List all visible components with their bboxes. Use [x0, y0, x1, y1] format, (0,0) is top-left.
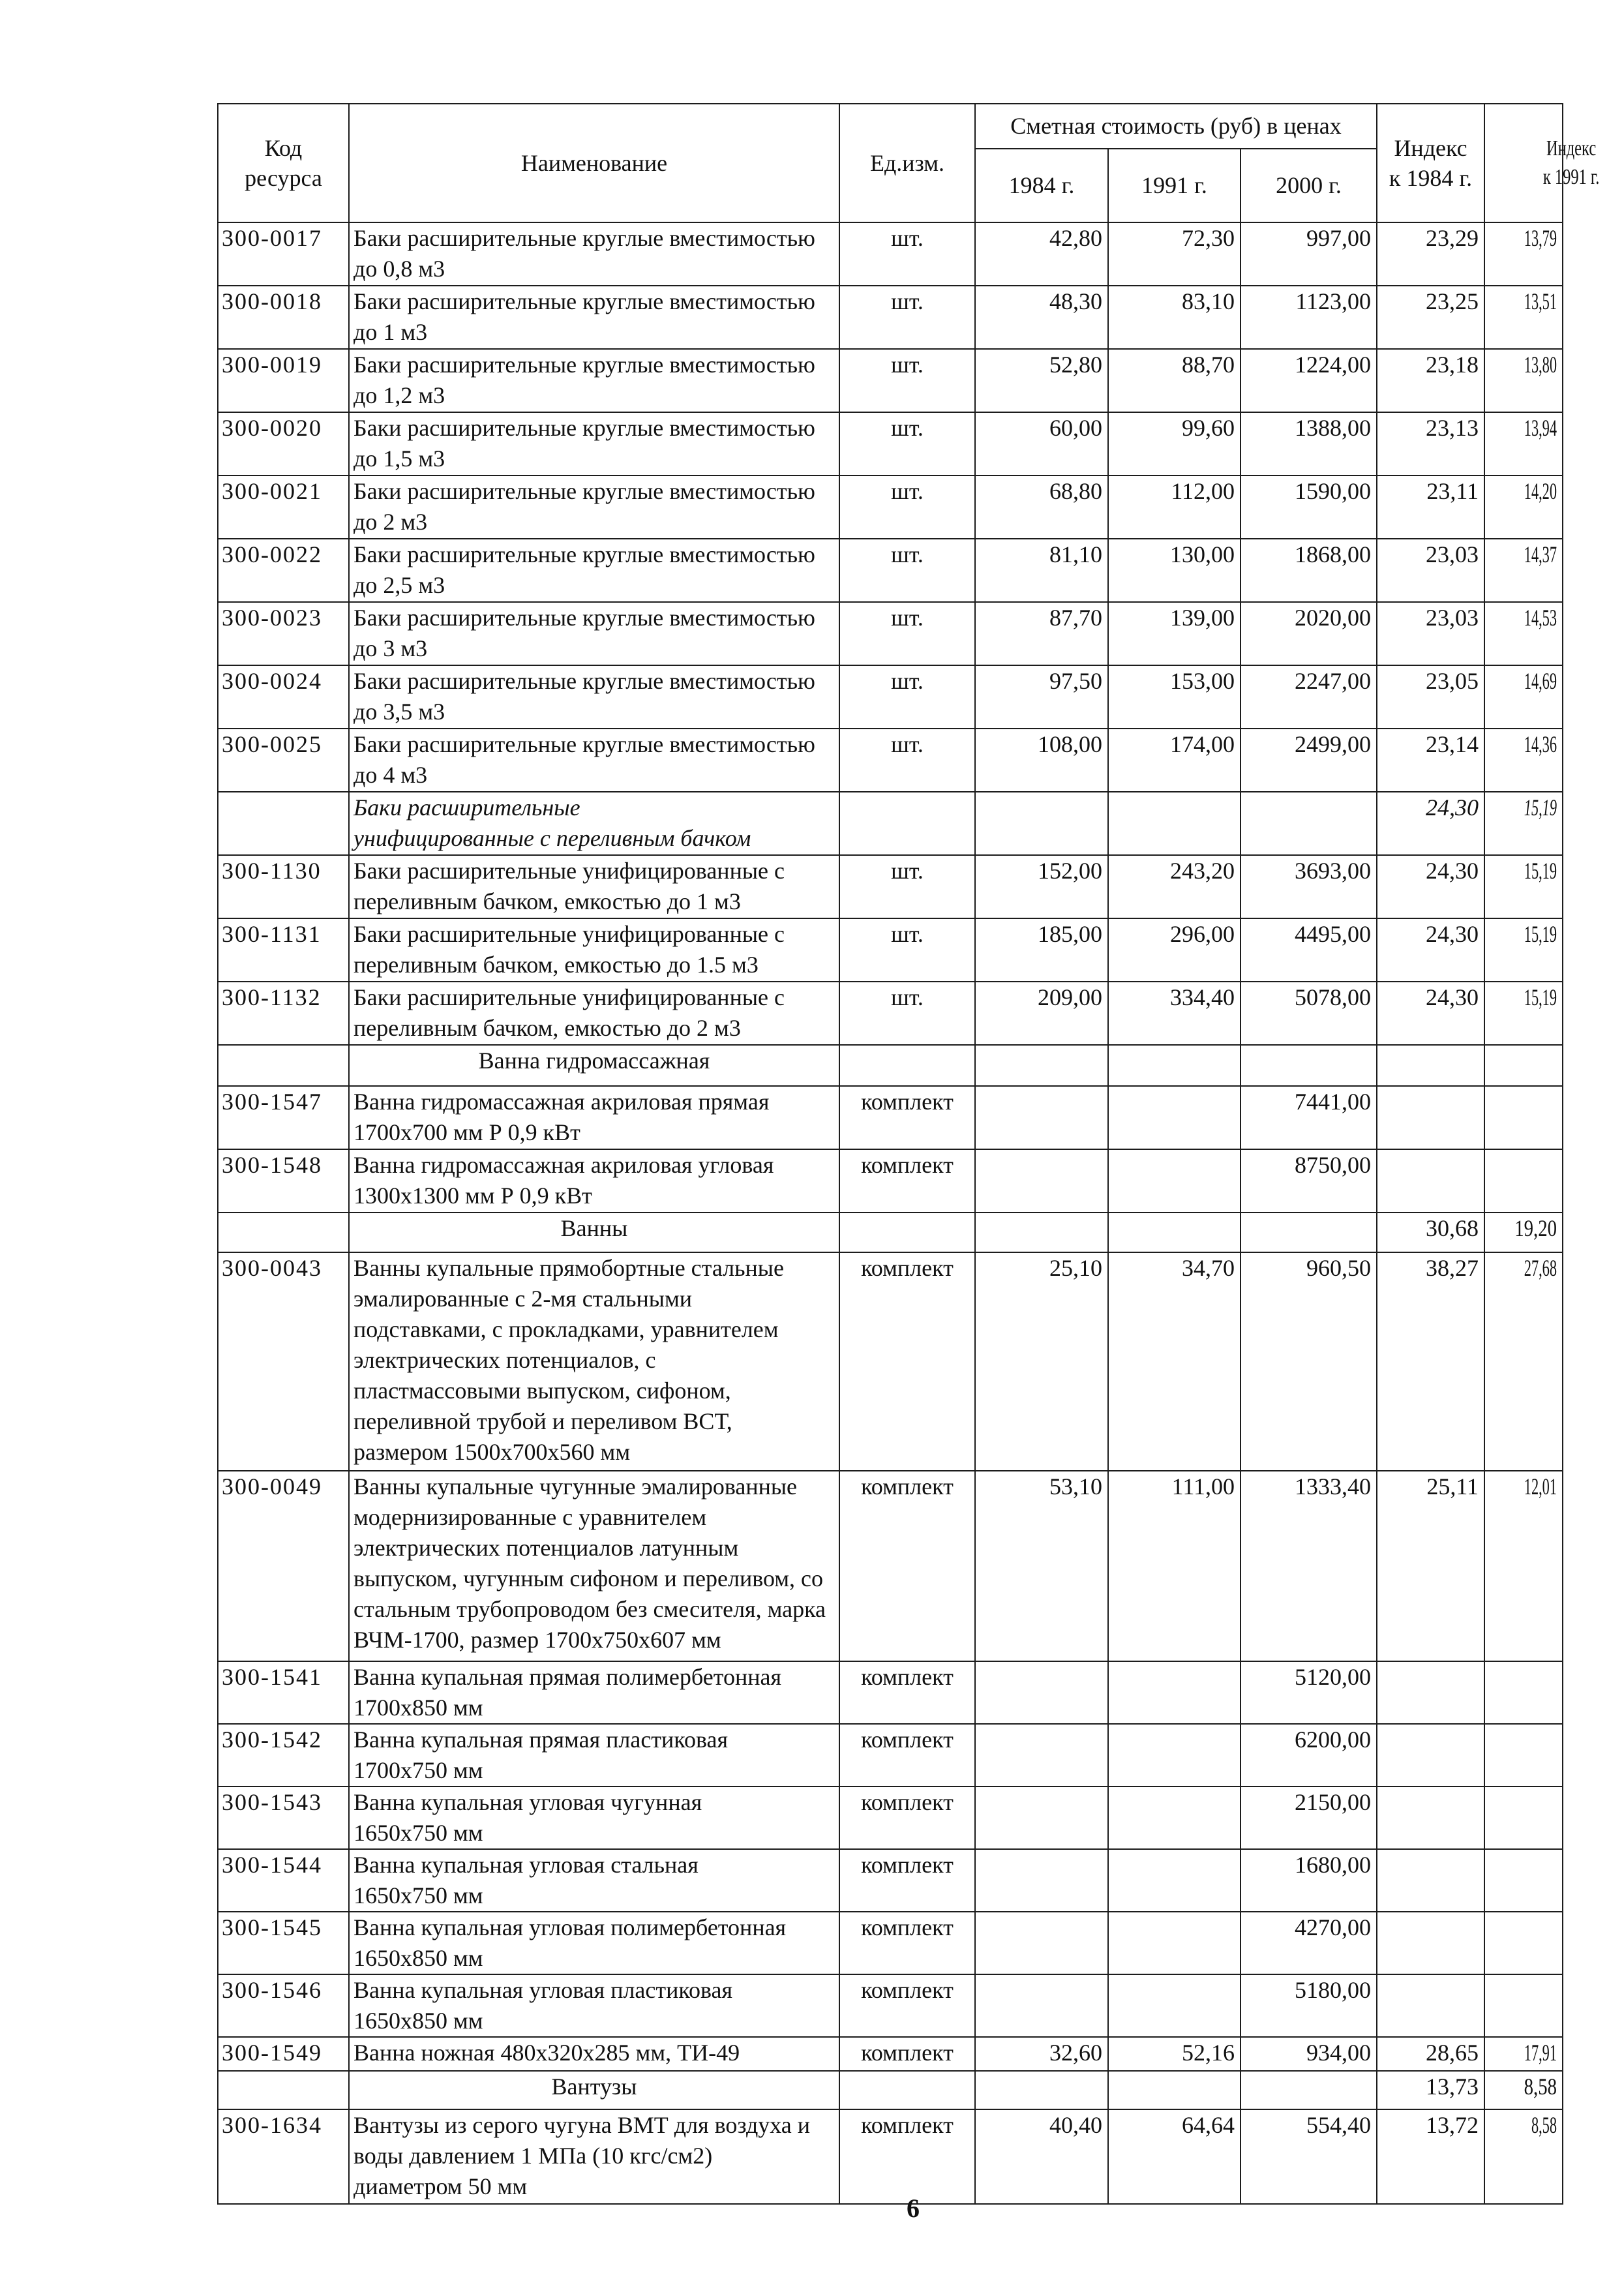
cell-index-1984: 23,05: [1377, 665, 1484, 729]
cell-code: 300-1545: [218, 1912, 349, 1974]
cell-price-1984: 68,80: [975, 475, 1108, 539]
index-1991-value: 27,68: [1524, 1255, 1557, 1281]
cell-name: Баки расширительные унифицированные с переливным бачком, емкостью до 1.5 м3: [349, 918, 839, 982]
cell-price-1984: 152,00: [975, 855, 1108, 918]
cell-price-2000: 554,40: [1241, 2109, 1377, 2204]
cell-price-1984: [975, 1045, 1108, 1086]
cell-name: Баки расширительные круглые вместимостью до 1 м3: [349, 286, 839, 349]
cell-index-1991: [1484, 286, 1563, 349]
cell-index-1984: [1377, 1086, 1484, 1149]
cell-name: Ванна ножная 480х320х285 мм, ТИ-49: [349, 2037, 839, 2071]
cell-price-2000: 4495,00: [1241, 918, 1377, 982]
cell-price-2000: [1241, 2071, 1377, 2109]
cell-name: Баки расширительные унифицированные с переливным бачком, емкостью до 2 м3: [349, 982, 839, 1045]
resource-row: [218, 1149, 1563, 1213]
cell-code: [218, 2071, 349, 2109]
cell-index-1984: 23,25: [1377, 286, 1484, 349]
cell-price-2000: 6200,00: [1241, 1724, 1377, 1787]
cell-index-1984: 23,14: [1377, 729, 1484, 792]
cell-price-1984: [975, 792, 1108, 855]
group-heading-row: [218, 1045, 1563, 1086]
resource-price-table: [217, 103, 1600, 2205]
cell-code: 300-1634: [218, 2109, 349, 2204]
resource-row: [218, 729, 1563, 792]
cell-name: Вантузы из серого чугуна ВМТ для воздуха и воды давлением 1 МПа (10 кгс/см2) диаметром 50 мм: [349, 2109, 839, 2204]
cell-price-1984: 25,10: [975, 1252, 1108, 1471]
cell-price-2000: [1241, 792, 1377, 855]
cell-code: 300-1543: [218, 1787, 349, 1849]
cell-price-2000: 2247,00: [1241, 665, 1377, 729]
cell-code: 300-0049: [218, 1471, 349, 1661]
cell-price-1991: [1108, 1787, 1241, 1849]
cell-price-1991: 139,00: [1108, 602, 1241, 665]
cell-price-1984: 81,10: [975, 539, 1108, 602]
index-1991-value: 13,51: [1524, 288, 1557, 314]
header-year-2000: 2000 г.: [1241, 149, 1377, 222]
cell-unit: шт.: [839, 602, 975, 665]
cell-price-2000: 934,00: [1241, 2037, 1377, 2071]
cell-price-2000: 997,00: [1241, 222, 1377, 286]
index-1991-value: 13,94: [1524, 415, 1557, 441]
cell-index-1991: [1484, 1252, 1563, 1471]
index-1991-value: 13,79: [1524, 225, 1557, 251]
index-1991-value: 19,20: [1514, 1215, 1557, 1241]
header-cost-group: Сметная стоимость (руб) в ценах: [975, 104, 1377, 149]
cell-index-1984: 23,03: [1377, 539, 1484, 602]
cell-index-1991: [1484, 412, 1563, 475]
header-year-1991: 1991 г.: [1108, 149, 1241, 222]
cell-price-2000: 5120,00: [1241, 1661, 1377, 1724]
cell-price-1984: 209,00: [975, 982, 1108, 1045]
index-1991-value: 15,19: [1524, 984, 1557, 1010]
cell-price-1984: [975, 2071, 1108, 2109]
cell-price-1984: [975, 1213, 1108, 1252]
header-code: Код ресурса: [218, 104, 349, 222]
resource-row: [218, 286, 1563, 349]
cell-index-1991: [1484, 349, 1563, 412]
cell-unit: шт.: [839, 918, 975, 982]
group-heading-title: Ванны: [349, 1213, 839, 1252]
resource-row: [218, 412, 1563, 475]
resource-row: [218, 349, 1563, 412]
cell-index-1984: [1377, 1787, 1484, 1849]
cell-code: 300-0024: [218, 665, 349, 729]
cell-index-1984: 23,29: [1377, 222, 1484, 286]
cell-name: Ванна гидромассажная акриловая прямая 1700х700 мм Р 0,9 кВт: [349, 1086, 839, 1149]
resource-row: [218, 1471, 1563, 1661]
cell-code: 300-0043: [218, 1252, 349, 1471]
cell-code: 300-1544: [218, 1849, 349, 1912]
cell-price-2000: 1868,00: [1241, 539, 1377, 602]
cell-price-2000: 4270,00: [1241, 1912, 1377, 1974]
cell-unit: комплект: [839, 1724, 975, 1787]
index-1991-value: 8,58: [1524, 2073, 1557, 2100]
cell-price-1991: 111,00: [1108, 1471, 1241, 1661]
cell-name: Баки расширительные круглые вместимостью до 1,2 м3: [349, 349, 839, 412]
cell-name: Баки расширительные круглые вместимостью до 0,8 м3: [349, 222, 839, 286]
cell-unit: комплект: [839, 2109, 975, 2204]
cell-price-1991: 130,00: [1108, 539, 1241, 602]
index-1991-value: 8,58: [1531, 2112, 1557, 2138]
cell-index-1991: [1484, 475, 1563, 539]
header-index-1991-label: Индекс к 1991 г.: [1542, 136, 1600, 189]
cell-code: 300-0023: [218, 602, 349, 665]
cell-index-1991: [1484, 602, 1563, 665]
header-name: Наименование: [349, 104, 839, 222]
cell-price-2000: 1123,00: [1241, 286, 1377, 349]
cell-index-1984: 38,27: [1377, 1252, 1484, 1471]
cell-index-1984: 13,72: [1377, 2109, 1484, 2204]
index-1991-value: 14,20: [1524, 478, 1557, 504]
header-index-1991: [1484, 104, 1600, 222]
cell-price-1991: [1108, 1724, 1241, 1787]
cell-unit: комплект: [839, 1787, 975, 1849]
cell-index-1984: [1377, 1045, 1484, 1086]
resource-row: [218, 539, 1563, 602]
cell-name: Ванна купальная угловая полимербетонная 1650х850 мм: [349, 1912, 839, 1974]
cell-name: Ванна купальная угловая чугунная 1650х750 мм: [349, 1787, 839, 1849]
index-1991-value: 13,80: [1524, 352, 1557, 378]
cell-name: Ванны купальные чугунные эмалированные модернизированные с уравнителем электрических потенциалов латунным выпуском, чугунным сифоном и переливом, со стальным трубопроводом без смесителя, марка ВЧМ-1700, размер 1700х750х607 мм: [349, 1471, 839, 1661]
cell-index-1984: 24,30: [1377, 982, 1484, 1045]
cell-price-1984: 42,80: [975, 222, 1108, 286]
cell-price-1991: 72,30: [1108, 222, 1241, 286]
resource-row: [218, 1787, 1563, 1849]
resource-row: [218, 1724, 1563, 1787]
cell-price-1991: 153,00: [1108, 665, 1241, 729]
cell-name: Баки расширительные круглые вместимостью до 3 м3: [349, 602, 839, 665]
page-number: 6: [907, 2194, 920, 2223]
cell-code: [218, 1045, 349, 1086]
header-unit: Ед.изм.: [839, 104, 975, 222]
cell-unit: комплект: [839, 1471, 975, 1661]
cell-price-1984: [975, 1661, 1108, 1724]
cell-index-1991: [1484, 222, 1563, 286]
cell-price-1984: [975, 1974, 1108, 2037]
cell-unit: шт.: [839, 349, 975, 412]
index-1991-value: 17,91: [1524, 2040, 1557, 2066]
cell-name: Баки расширительные круглые вместимостью до 2 м3: [349, 475, 839, 539]
cell-price-1991: 64,64: [1108, 2109, 1241, 2204]
cell-price-1991: 174,00: [1108, 729, 1241, 792]
cell-code: 300-0018: [218, 286, 349, 349]
resource-row: [218, 602, 1563, 665]
index-1991-value: 14,36: [1524, 731, 1557, 757]
cell-price-1991: 83,10: [1108, 286, 1241, 349]
resource-row: [218, 665, 1563, 729]
group-heading-row: [218, 2071, 1563, 2109]
cell-price-1991: 99,60: [1108, 412, 1241, 475]
cell-index-1991: [1484, 2037, 1563, 2071]
resource-row: [218, 1912, 1563, 1974]
cell-index-1984: 28,65: [1377, 2037, 1484, 2071]
cell-unit: комплект: [839, 1252, 975, 1471]
cell-index-1984: [1377, 1849, 1484, 1912]
cell-price-1984: 32,60: [975, 2037, 1108, 2071]
cell-index-1984: 25,11: [1377, 1471, 1484, 1661]
cell-unit: комплект: [839, 2037, 975, 2071]
resource-row: [218, 1849, 1563, 1912]
index-1991-value: 12,01: [1524, 1473, 1557, 1500]
cell-price-2000: 960,50: [1241, 1252, 1377, 1471]
table-header: [218, 104, 1600, 222]
cell-price-2000: 1224,00: [1241, 349, 1377, 412]
cell-unit: шт.: [839, 475, 975, 539]
cell-price-2000: [1241, 1213, 1377, 1252]
cell-name: Ванна купальная угловая стальная 1650х750 мм: [349, 1849, 839, 1912]
cell-name: Баки расширительные круглые вместимостью до 4 м3: [349, 729, 839, 792]
cell-price-1984: [975, 1849, 1108, 1912]
index-1991-value: 14,37: [1524, 541, 1557, 567]
group-heading-row: [218, 1213, 1563, 1252]
cell-price-1984: [975, 1787, 1108, 1849]
cell-price-1984: [975, 1149, 1108, 1213]
cell-price-1991: [1108, 1912, 1241, 1974]
index-1991-value: 15,19: [1524, 858, 1557, 884]
group-heading-title: Ванна гидромассажная: [349, 1045, 839, 1086]
cell-index-1991: [1484, 2071, 1563, 2109]
cell-unit: шт.: [839, 412, 975, 475]
cell-price-1991: 334,40: [1108, 982, 1241, 1045]
cell-index-1991: [1484, 1849, 1563, 1912]
cell-price-1984: 60,00: [975, 412, 1108, 475]
cell-price-2000: 8750,00: [1241, 1149, 1377, 1213]
cell-price-2000: 7441,00: [1241, 1086, 1377, 1149]
cell-index-1984: 30,68: [1377, 1213, 1484, 1252]
cell-price-1991: [1108, 1045, 1241, 1086]
cell-price-1991: [1108, 1149, 1241, 1213]
cell-index-1984: 13,73: [1377, 2071, 1484, 2109]
cell-unit: шт.: [839, 665, 975, 729]
cell-unit: [839, 2071, 975, 2109]
cell-index-1991: [1484, 918, 1563, 982]
index-1991-value: 14,53: [1524, 605, 1557, 631]
cell-unit: шт.: [839, 729, 975, 792]
cell-code: 300-1132: [218, 982, 349, 1045]
cell-price-2000: 3693,00: [1241, 855, 1377, 918]
cell-price-2000: 1590,00: [1241, 475, 1377, 539]
cell-code: 300-0020: [218, 412, 349, 475]
cell-price-1991: [1108, 1086, 1241, 1149]
cell-unit: комплект: [839, 1661, 975, 1724]
cell-index-1991: [1484, 1912, 1563, 1974]
cell-unit: шт.: [839, 222, 975, 286]
cell-price-1991: [1108, 1661, 1241, 1724]
cell-index-1984: [1377, 1912, 1484, 1974]
cell-price-2000: 1333,40: [1241, 1471, 1377, 1661]
index-1991-value: 15,19: [1524, 794, 1557, 821]
cell-code: 300-1549: [218, 2037, 349, 2071]
cell-code: 300-1131: [218, 918, 349, 982]
cell-price-1984: 48,30: [975, 286, 1108, 349]
cell-index-1991: [1484, 1149, 1563, 1213]
cell-price-2000: 1680,00: [1241, 1849, 1377, 1912]
cell-index-1991: [1484, 855, 1563, 918]
cell-code: 300-1541: [218, 1661, 349, 1724]
cell-price-1984: 185,00: [975, 918, 1108, 982]
cell-code: [218, 1213, 349, 1252]
resource-row: [218, 918, 1563, 982]
cell-index-1991: [1484, 729, 1563, 792]
cell-index-1984: 24,30: [1377, 855, 1484, 918]
cell-name: Баки расширительные круглые вместимостью до 1,5 м3: [349, 412, 839, 475]
cell-name: Ванна гидромассажная акриловая угловая 1300х1300 мм Р 0,9 кВт: [349, 1149, 839, 1213]
cell-price-1984: 53,10: [975, 1471, 1108, 1661]
cell-price-1991: [1108, 2071, 1241, 2109]
cell-price-2000: 5180,00: [1241, 1974, 1377, 2037]
cell-unit: шт.: [839, 539, 975, 602]
cell-price-1991: [1108, 1974, 1241, 2037]
cell-code: [218, 792, 349, 855]
cell-index-1991: [1484, 792, 1563, 855]
cell-name: Ванна купальная прямая пластиковая 1700х750 мм: [349, 1724, 839, 1787]
resource-row: [218, 1252, 1563, 1471]
cell-price-1991: 34,70: [1108, 1252, 1241, 1471]
header-index-1984: Индекс к 1984 г.: [1377, 104, 1484, 222]
cell-index-1984: 23,03: [1377, 602, 1484, 665]
cell-unit: шт.: [839, 286, 975, 349]
cell-index-1991: [1484, 2109, 1563, 2204]
resource-row: [218, 1974, 1563, 2037]
cell-name: Баки расширительные круглые вместимостью до 2,5 м3: [349, 539, 839, 602]
cell-price-1984: 87,70: [975, 602, 1108, 665]
cell-price-1984: [975, 1086, 1108, 1149]
cell-index-1991: [1484, 1724, 1563, 1787]
cell-index-1984: 24,30: [1377, 918, 1484, 982]
cell-index-1991: [1484, 1974, 1563, 2037]
cell-unit: [839, 1213, 975, 1252]
cell-name: Баки расширительные круглые вместимостью до 3,5 м3: [349, 665, 839, 729]
table-body: [218, 222, 1563, 2204]
header-year-1984: 1984 г.: [975, 149, 1108, 222]
cell-index-1984: 23,11: [1377, 475, 1484, 539]
cell-price-1991: 243,20: [1108, 855, 1241, 918]
header-row-top: [218, 104, 1563, 149]
cell-code: 300-0019: [218, 349, 349, 412]
cell-unit: шт.: [839, 982, 975, 1045]
cell-name: Ванна купальная угловая пластиковая 1650х850 мм: [349, 1974, 839, 2037]
cell-price-1984: 108,00: [975, 729, 1108, 792]
cell-price-2000: 2150,00: [1241, 1787, 1377, 1849]
cell-index-1991: [1484, 1661, 1563, 1724]
cell-price-1991: [1108, 1213, 1241, 1252]
cell-index-1984: [1377, 1661, 1484, 1724]
cell-index-1991: [1484, 665, 1563, 729]
cell-price-1984: 40,40: [975, 2109, 1108, 2204]
cell-index-1984: 23,13: [1377, 412, 1484, 475]
cell-code: 300-1548: [218, 1149, 349, 1213]
resource-row: [218, 2037, 1563, 2071]
cell-price-2000: 2499,00: [1241, 729, 1377, 792]
cell-price-1984: 97,50: [975, 665, 1108, 729]
resource-row: [218, 1661, 1563, 1724]
cell-index-1991: [1484, 1045, 1563, 1086]
cell-price-1991: 112,00: [1108, 475, 1241, 539]
cell-name: Ванна купальная прямая полимербетонная 1700х850 мм: [349, 1661, 839, 1724]
cell-code: 300-0021: [218, 475, 349, 539]
cell-price-2000: 5078,00: [1241, 982, 1377, 1045]
cell-name: Ванны купальные прямобортные стальные эмалированные с 2-мя стальными подставками, с прокладками, уравнителем электрических потенциалов, с пластмассовыми выпуском, сифоном, переливной трубой и переливом ВСТ, размером 1500х700х560 мм: [349, 1252, 839, 1471]
cell-unit: комплект: [839, 1086, 975, 1149]
cell-index-1991: [1484, 1471, 1563, 1661]
group-heading-row: [218, 792, 1563, 855]
index-1991-value: 14,69: [1524, 668, 1557, 694]
cell-unit: комплект: [839, 1149, 975, 1213]
cell-code: 300-1542: [218, 1724, 349, 1787]
cell-index-1991: [1484, 1787, 1563, 1849]
cell-index-1991: [1484, 1213, 1563, 1252]
cell-index-1991: [1484, 539, 1563, 602]
resource-row: [218, 1086, 1563, 1149]
cell-unit: комплект: [839, 1974, 975, 2037]
cell-price-1984: [975, 1912, 1108, 1974]
group-heading-title: Вантузы: [349, 2071, 839, 2109]
cell-code: 300-1547: [218, 1086, 349, 1149]
cell-price-2000: 1388,00: [1241, 412, 1377, 475]
cell-index-1984: [1377, 1974, 1484, 2037]
cell-code: 300-1546: [218, 1974, 349, 2037]
cell-index-1984: 24,30: [1377, 792, 1484, 855]
cell-index-1984: [1377, 1724, 1484, 1787]
resource-row: [218, 982, 1563, 1045]
cell-unit: комплект: [839, 1849, 975, 1912]
cell-index-1991: [1484, 982, 1563, 1045]
cell-code: 300-0017: [218, 222, 349, 286]
cell-name: Баки расширительные унифицированные с переливным бачком, емкостью до 1 м3: [349, 855, 839, 918]
cell-unit: комплект: [839, 1912, 975, 1974]
cell-unit: [839, 1045, 975, 1086]
cell-price-2000: [1241, 1045, 1377, 1086]
cell-index-1984: 23,18: [1377, 349, 1484, 412]
cell-price-2000: 2020,00: [1241, 602, 1377, 665]
cell-price-1991: 88,70: [1108, 349, 1241, 412]
resource-row: [218, 475, 1563, 539]
index-1991-value: 15,19: [1524, 921, 1557, 947]
cell-price-1991: [1108, 1849, 1241, 1912]
cell-unit: [839, 792, 975, 855]
cell-price-1984: [975, 1724, 1108, 1787]
group-heading-title: Баки расширительные унифицированные с переливным бачком: [349, 792, 839, 855]
cell-code: 300-0025: [218, 729, 349, 792]
resource-row: [218, 222, 1563, 286]
cell-price-1991: [1108, 792, 1241, 855]
resource-row: [218, 855, 1563, 918]
cell-index-1984: [1377, 1149, 1484, 1213]
cell-price-1991: 296,00: [1108, 918, 1241, 982]
cell-code: 300-0022: [218, 539, 349, 602]
cell-code: 300-1130: [218, 855, 349, 918]
cell-unit: шт.: [839, 855, 975, 918]
cell-price-1984: 52,80: [975, 349, 1108, 412]
resource-row: [218, 2109, 1563, 2204]
cell-price-1991: 52,16: [1108, 2037, 1241, 2071]
cell-index-1991: [1484, 1086, 1563, 1149]
